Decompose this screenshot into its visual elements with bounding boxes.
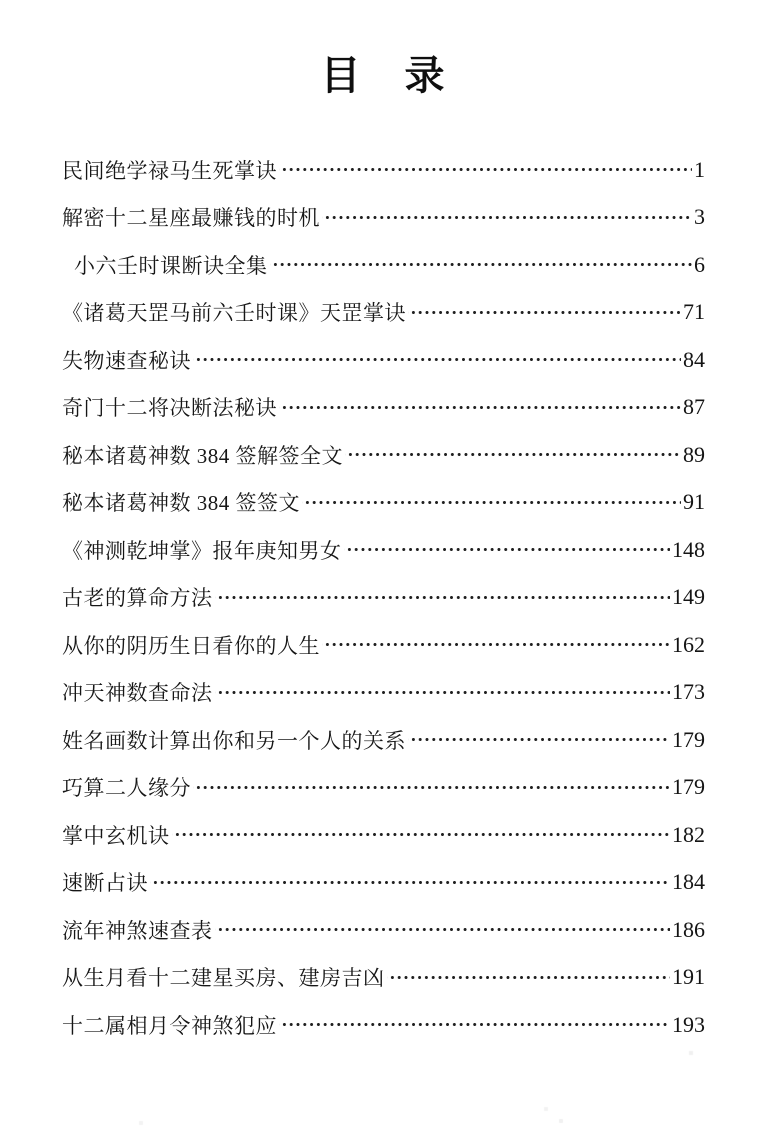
toc-entry-title: 民间绝学禄马生死掌诀	[62, 158, 277, 183]
scan-speckles	[0, 0, 2, 2]
toc-entry-page: 184	[672, 869, 705, 895]
toc-entry	[62, 574, 705, 622]
dot-leader	[279, 384, 681, 432]
toc-entry-page: 89	[683, 441, 705, 467]
toc-entry-page: 182	[672, 821, 705, 847]
toc-entry-title: 冲天神数查命法	[62, 681, 213, 706]
toc-entry-title: 奇门十二将决断法秘诀	[62, 396, 277, 421]
toc-entry-page: 6	[694, 251, 705, 277]
toc-entry-page: 193	[672, 1011, 705, 1037]
dot-leader	[193, 764, 670, 812]
dot-leader	[215, 669, 671, 717]
toc-entry-title: 《神测乾坤掌》报年庚知男女	[62, 538, 342, 563]
toc-entry	[62, 336, 705, 384]
toc-entry	[62, 479, 705, 527]
toc-entry-title: 失物速查秘诀	[62, 348, 191, 373]
dot-leader	[302, 479, 681, 527]
toc-entry-title: 姓名画数计算出你和另一个人的关系	[62, 728, 406, 753]
toc-entry-page: 87	[683, 394, 705, 420]
toc-entry-title: 掌中玄机诀	[62, 823, 170, 848]
dot-leader	[408, 289, 681, 337]
toc-entry	[62, 811, 705, 859]
toc-entry	[62, 669, 705, 717]
toc-entry-title: 从你的阴历生日看你的人生	[62, 633, 320, 658]
toc-entry-page: 191	[672, 964, 705, 990]
toc-entry-page: 186	[672, 916, 705, 942]
toc-entry	[62, 1001, 705, 1049]
toc-entry	[62, 954, 705, 1002]
dot-leader	[150, 859, 670, 907]
toc-entry-title: 巧算二人缘分	[62, 776, 191, 801]
toc-entry-page: 149	[672, 584, 705, 610]
toc-entry	[62, 906, 705, 954]
toc-entry	[62, 289, 705, 337]
toc-entry-title: 从生月看十二建星买房、建房吉凶	[62, 966, 385, 991]
toc-entry-title: 速断占诀	[62, 871, 148, 896]
dot-leader	[215, 574, 671, 622]
toc-entry-title: 小六壬时课断诀全集	[74, 253, 268, 278]
toc-entry-title: 十二属相月令神煞犯应	[62, 1013, 277, 1038]
toc-entry	[62, 859, 705, 907]
toc-entry	[62, 194, 705, 242]
dot-leader	[345, 431, 681, 479]
toc-entry-page: 179	[672, 726, 705, 752]
dot-leader	[322, 621, 670, 669]
toc-entry	[62, 716, 705, 764]
toc-list	[62, 146, 705, 1049]
toc-entry	[62, 764, 705, 812]
toc-entry-page: 1	[694, 156, 705, 182]
toc-entry-title: 秘本诸葛神数 384 签解签全文	[62, 443, 343, 468]
toc-entry	[62, 241, 705, 289]
toc-entry-title: 古老的算命方法	[62, 586, 213, 611]
dot-leader	[408, 716, 670, 764]
toc-entry-page: 173	[672, 679, 705, 705]
toc-entry	[62, 146, 705, 194]
dot-leader	[215, 906, 671, 954]
toc-entry-title: 解密十二星座最赚钱的时机	[62, 206, 320, 231]
dot-leader	[172, 811, 671, 859]
dot-leader	[279, 146, 692, 194]
page-title: 目 录	[320, 54, 447, 98]
toc-entry-page: 148	[672, 536, 705, 562]
toc-entry-title: 流年神煞速查表	[62, 918, 213, 943]
toc-entry	[62, 621, 705, 669]
toc-entry	[62, 384, 705, 432]
dot-leader	[193, 336, 681, 384]
toc-entry-page: 3	[694, 204, 705, 230]
dot-leader	[322, 194, 692, 242]
toc-entry-page: 84	[683, 346, 705, 372]
toc-entry	[62, 526, 705, 574]
toc-entry-page: 179	[672, 774, 705, 800]
toc-entry-title: 秘本诸葛神数 384 签签文	[62, 491, 300, 516]
toc-entry	[62, 431, 705, 479]
dot-leader	[344, 526, 671, 574]
toc-entry-title: 《诸葛天罡马前六壬时课》天罡掌诀	[62, 301, 406, 326]
dot-leader	[387, 954, 671, 1002]
dot-leader	[279, 1001, 670, 1049]
toc-entry-page: 91	[683, 489, 705, 515]
toc-entry-page: 71	[683, 299, 705, 325]
dot-leader	[270, 241, 693, 289]
toc-entry-page: 162	[672, 631, 705, 657]
